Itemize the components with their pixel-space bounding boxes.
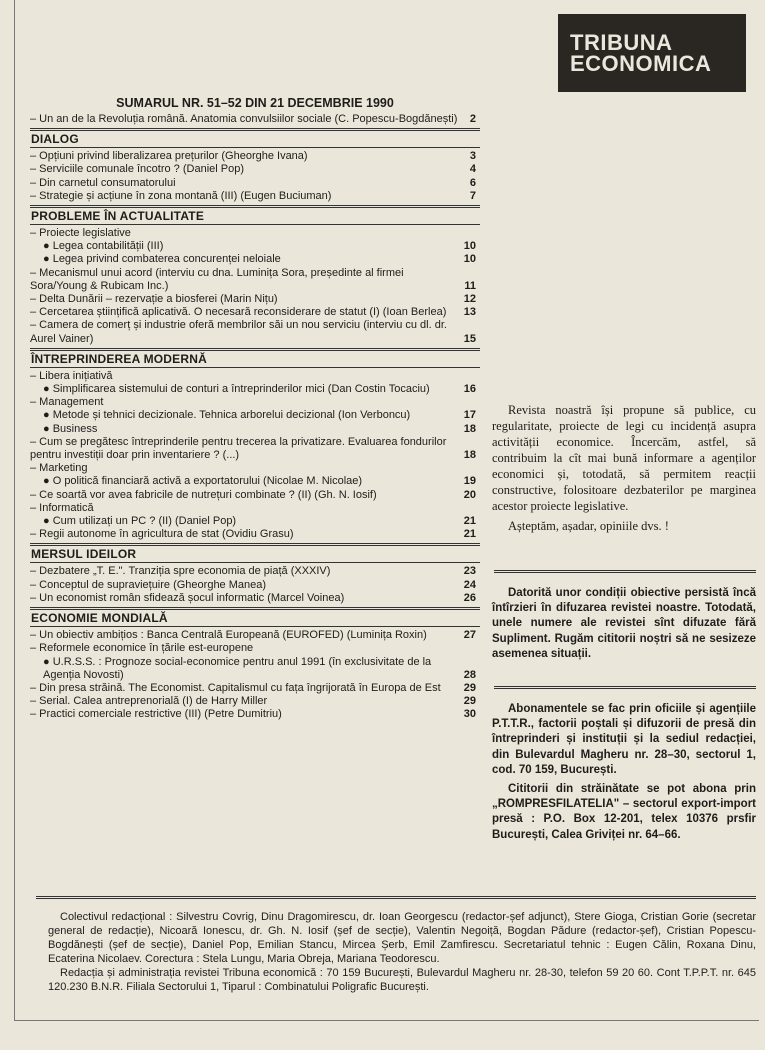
toc-entry xyxy=(30,462,480,475)
toc-entry xyxy=(30,113,480,126)
toc-entry-page: 13 xyxy=(463,306,476,319)
distribution-notice-text: Datorită unor condiții obiective persistă încă întîrzieri în difuzarea revistei noastre. Totodată, unele numere ale revistei sînt difuzate fără Supliment. Rugăm cititorii noștri să ne sesizeze asemenea situații. xyxy=(492,587,756,660)
toc-entry-page: 20 xyxy=(463,488,476,501)
toc-entry-page: 10 xyxy=(463,253,476,266)
toc-entry-title: – Management xyxy=(30,396,104,409)
toc-entry-page: 19 xyxy=(463,475,476,488)
toc-entry-page: 26 xyxy=(463,591,476,604)
toc-entry-page: 29 xyxy=(463,695,476,708)
toc-entry-title: ● Cum utilizați un PC ? (II) (Daniel Pop) xyxy=(43,515,237,528)
toc-entry-title: – Din carnetul consumatorului xyxy=(30,176,176,189)
toc-entry xyxy=(30,579,480,592)
toc-entry-page: 2 xyxy=(469,113,476,125)
toc-entry-title: – Cercetarea științifică aplicativă. O necesară reconsiderare de statut (I) (Ioan Berlea) xyxy=(30,306,447,319)
intro-notice-closing: Așteptăm, așadar, opiniile dvs. ! xyxy=(508,519,669,533)
toc-entry xyxy=(30,515,480,528)
colophon xyxy=(48,910,756,994)
toc-entry-title: – Un an de la Revoluția română. Anatomia convulsiilor sociale (C. Popescu-Bogdănești) xyxy=(30,113,458,125)
logo-line-1: TRIBUNA xyxy=(570,30,673,55)
toc-entry-title: ● Legea contabilității (III) xyxy=(43,240,164,253)
subscriptions-box xyxy=(492,702,756,843)
toc-entry-page: 7 xyxy=(469,189,476,202)
toc-title: SUMARUL NR. 51–52 DIN 21 DECEMBRIE 1990 xyxy=(116,96,394,110)
toc-entry-page: 30 xyxy=(463,708,476,721)
toc-entry-title: – Din presa străină. The Economist. Capitalismul cu fața îngrijorată în Europa de Est xyxy=(30,681,441,694)
toc-entry xyxy=(30,163,480,176)
colophon-address: Redacția și administrația revistei Tribuna economică : 70 159 București, Bulevardul Magheru nr. 28-30, telefon 59 20 60. Cont T.P.P.T. nr. 645 120.230 B.N.R. Filiala Sectorului 1, Tiparul : Combinatului Poligrafic București. xyxy=(48,967,756,993)
toc-entry-title: – Reformele economice în țările est-europene xyxy=(30,642,254,655)
toc-entry xyxy=(30,528,480,541)
toc-entry-title: ● Metode și tehnici decizionale. Tehnica arborelui decizional (Ion Verboncu) xyxy=(43,409,411,422)
toc-entry-page: 15 xyxy=(463,332,476,345)
intro-entries xyxy=(30,113,480,126)
toc-entry-title: – Opțiuni privind liberalizarea prețurilor (Gheorghe Ivana) xyxy=(30,150,308,163)
toc-entry xyxy=(30,436,480,462)
toc-entry xyxy=(30,227,480,240)
toc-entry xyxy=(30,240,480,253)
subscriptions-text-1: Abonamentele se fac prin oficiile și agențiile P.T.T.R., factorii poștali și difuzorii de presă din întreprinderi și instituții și la sediul redacției, din Bulevardul Magheru nr. 28–30, sectorul 1, cod. 70 159, București. xyxy=(492,703,756,776)
toc-entry-title: – Informatică xyxy=(30,501,94,514)
toc-entry-title: – Dezbatere „T. E.". Tranziția spre economia de piață (XXXIV) xyxy=(30,565,331,578)
page-frame-left xyxy=(14,0,15,1020)
divider-rule xyxy=(36,896,756,899)
toc-entry-title: – Mecanismul unui acord (interviu cu dna. Luminița Sora, președinte al firmei Sora/Young & Rubicam Inc.) xyxy=(30,266,404,292)
toc-entry-title: ● Business xyxy=(43,422,98,435)
toc-entry-page: 17 xyxy=(463,409,476,422)
toc-entry xyxy=(30,409,480,422)
subscriptions-text-2: Cititorii din străinătate se pot abona prin „ROMPRESFILATELIA" – sectorul export-import presă : P.O. Box 12-201, telex 10376 prsfir București, Calea Griviței nr. 64–66. xyxy=(492,783,756,841)
toc-entry-title: – Camera de comerț și industrie oferă membrilor săi un nou serviciu (interviu cu dl. dr. Aurel Vainer) xyxy=(30,319,447,345)
divider-rule xyxy=(494,686,756,689)
toc-entry-page: 16 xyxy=(463,383,476,396)
toc-entry-title: ● O politică financiară activă a exportatorului (Nicolae M. Nicolae) xyxy=(43,475,363,488)
toc-entry-title: – Cum se pregătesc întreprinderile pentru trecerea la privatizare. Evaluarea fondurilor pentru investiții doar prin inventariere ? (...) xyxy=(30,435,447,462)
toc-entry xyxy=(30,629,480,642)
intro-notice-text: Revista noastră își propune să publice, cu regularitate, proiecte de legi cu incidență asupra activității economice. Încercăm, astfel, să contribuim la cît mai bună informare a agenților economici și, totodată, să permitem reacții constructive, folositoare dezbaterilor pe marginea acestor proiecte legislative. xyxy=(492,403,756,513)
toc-entry-title: – Ce soartă vor avea fabricile de nutrețuri combinate ? (II) (Gh. N. Iosif) xyxy=(30,488,377,501)
toc-entry-title: ● U.R.S.S. : Prognoze social-economice pentru anul 1991 (în exclusivitate de la Agenția Novosti) xyxy=(43,655,432,681)
toc-sections xyxy=(30,128,480,721)
toc-entry xyxy=(30,682,480,695)
section-entries xyxy=(30,227,480,346)
intro-notice-box xyxy=(492,402,756,534)
toc-entry-page: 28 xyxy=(463,668,476,681)
toc-entry xyxy=(30,475,480,488)
toc-entry-title: – Delta Dunării – rezervație a biosferei (Marin Nițu) xyxy=(30,293,278,306)
toc-entry xyxy=(30,656,480,682)
table-of-contents xyxy=(30,96,480,722)
toc-entry xyxy=(30,502,480,515)
toc-entry xyxy=(30,695,480,708)
toc-entry xyxy=(30,267,480,293)
toc-entry-page: 4 xyxy=(469,163,476,176)
toc-entry-page: 11 xyxy=(464,279,476,292)
toc-entry xyxy=(30,708,480,721)
toc-entry-title: – Proiecte legislative xyxy=(30,227,131,240)
toc-entry-title: – Strategie și acțiune în zona montană (III) (Eugen Buciuman) xyxy=(30,189,332,202)
toc-entry xyxy=(30,565,480,578)
section-entries xyxy=(30,629,480,721)
toc-entry-page: 3 xyxy=(469,150,476,163)
toc-entry xyxy=(30,177,480,190)
section-heading: ÎNTREPRINDEREA MODERNĂ xyxy=(30,348,480,368)
toc-entry-page: 24 xyxy=(463,578,476,591)
section-entries xyxy=(30,565,480,605)
section-heading: ECONOMIE MONDIALĂ xyxy=(30,607,480,627)
toc-entry-page: 21 xyxy=(463,515,476,528)
toc-entry-title: – Un economist român sfidează șocul informatic (Marcel Voinea) xyxy=(30,591,345,604)
toc-entry-page: 29 xyxy=(463,681,476,694)
toc-entry xyxy=(30,190,480,203)
toc-entry-page: 27 xyxy=(463,629,476,642)
toc-entry-page: 10 xyxy=(463,240,476,253)
toc-entry-page: 12 xyxy=(463,293,476,306)
toc-entry xyxy=(30,306,480,319)
toc-entry xyxy=(30,489,480,502)
toc-entry xyxy=(30,642,480,655)
toc-entry-page: 6 xyxy=(469,176,476,189)
toc-entry-page: 18 xyxy=(463,422,476,435)
toc-entry-page: 21 xyxy=(463,528,476,541)
section-heading: PROBLEME ÎN ACTUALITATE xyxy=(30,205,480,225)
magazine-logo xyxy=(558,14,746,92)
toc-entry xyxy=(30,150,480,163)
toc-entry-title: – Serviciile comunale încotro ? (Daniel Pop) xyxy=(30,163,244,176)
section-entries xyxy=(30,150,480,203)
toc-entry-title: – Libera inițiativă xyxy=(30,369,113,382)
toc-entry xyxy=(30,319,480,345)
page-frame-bottom xyxy=(14,1020,759,1021)
toc-entry xyxy=(30,396,480,409)
section-heading: DIALOG xyxy=(30,128,480,148)
toc-entry-title: – Un obiectiv ambițios : Banca Centrală Europeană (EUROFED) (Luminița Roxin) xyxy=(30,629,427,642)
toc-entry-page: 23 xyxy=(463,565,476,578)
toc-entry xyxy=(30,383,480,396)
toc-entry xyxy=(30,592,480,605)
section-heading: MERSUL IDEILOR xyxy=(30,543,480,563)
section-entries xyxy=(30,370,480,542)
toc-entry-title: – Marketing xyxy=(30,462,88,475)
toc-entry-page: 18 xyxy=(463,449,476,462)
divider-rule xyxy=(494,570,756,573)
toc-entry-title: ● Simplificarea sistemului de conturi a întreprinderilor mici (Dan Costin Tocaciu) xyxy=(43,383,430,396)
toc-entry-title: – Practici comerciale restrictive (III) (Petre Dumitriu) xyxy=(30,708,282,721)
toc-entry xyxy=(30,253,480,266)
logo-line-2: ECONOMICA xyxy=(570,51,712,76)
toc-entry xyxy=(30,293,480,306)
toc-entry-title: ● Legea privind combaterea concurenței neloiale xyxy=(43,253,281,266)
toc-entry xyxy=(30,370,480,383)
toc-entry-title: – Serial. Calea antreprenorială (I) de Harry Miller xyxy=(30,695,268,708)
toc-entry-title: – Conceptul de supraviețuire (Gheorghe Manea) xyxy=(30,578,267,591)
toc-entry-title: – Regii autonome în agricultura de stat (Ovidiu Grasu) xyxy=(30,528,294,541)
distribution-notice-box xyxy=(492,586,756,662)
toc-entry xyxy=(30,423,480,436)
colophon-staff: Colectivul redacțional : Silvestru Covrig, Dinu Dragomirescu, dr. Ioan Georgescu (redactor-șef adjunct), Stere Gioga, Cristian Gorie (secretar general de redacție), Nicoară Ionescu, dr. Gh. N. Iosif (șef de secție), Valentin Negoiță, Bogdan Pădure (redactor-șef), Cristian Popescu-Bogdănești (șef de secție), Daniel Pop, Emilian Stancu, Mircea Șerb, Emil Zamfirescu. Secretariatul tehnic : Eugen Călin, Roxana Dinu, Ecaterina Nicolaev. Corectura : Stela Lungu, Maria Obreja, Mariana Teodorescu. xyxy=(48,911,756,965)
